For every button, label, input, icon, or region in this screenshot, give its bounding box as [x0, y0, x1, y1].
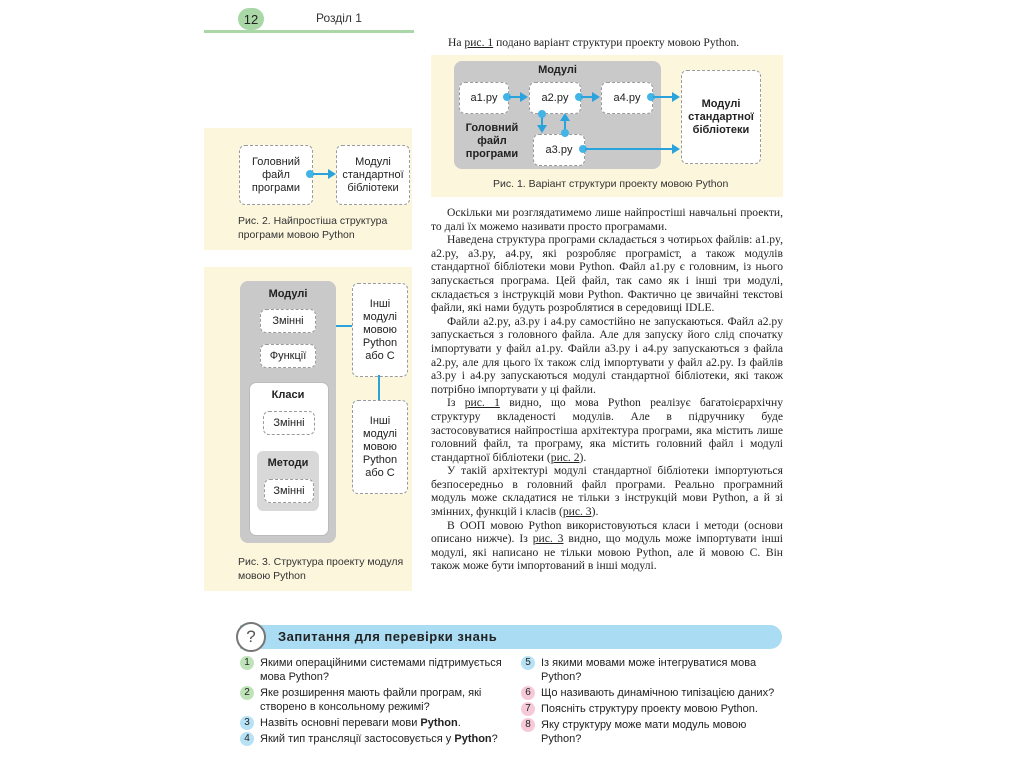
fig3-connector	[336, 325, 352, 327]
question-number: 1	[240, 656, 254, 670]
fig1-arrowhead	[592, 92, 600, 102]
fig1-dot-a3-top	[561, 129, 569, 137]
question-item: 8 Яку структуру може мати модуль мовою Python?	[521, 718, 783, 746]
paragraph: В ООП мовою Python використовуються класи і методи (основи описано нижче). Із рис. 3 видно, що модуль може імпортувати інші модулі, які написано не тільки мовою Python, але й мовою С. Він також може бути імпортований в інші модулі.	[431, 518, 783, 573]
paragraph: Із рис. 1 видно, що мова Python реалізує багатоієрархічну структуру вкладеності модулів. Але в підручнику буде застосовуватися найпростіша архітектура програми, яка містить лише головний файл, та програму, яка містить головний файл і модулі стандартної бібліотеки (рис. 2).	[431, 396, 783, 464]
question-number: 3	[240, 716, 254, 730]
fig1-link[interactable]: рис. 1	[464, 36, 494, 49]
fig1-arrowhead	[520, 92, 528, 102]
section-title: Розділ 1	[316, 11, 362, 25]
fig3-classes-title: Класи	[271, 389, 305, 401]
fig1-a3-box: a3.py	[533, 134, 585, 166]
paragraph: Файли a2.py, a3.py і a4.py самостійно не запускаються. Файл a2.py запускається з головного файла. Але для запуску його слід спочатку імпортувати у файл a1.py. Файли a3.py і a4.py запускаються з файла a2.py, але для цього їх також слід імпортувати у файл a2.py. Із файлів a3.py і a4.py запускаються модулі стандартної бібліотеки, які також потрібно імпортувати у ці файли.	[431, 314, 783, 396]
fig1-caption: Рис. 1. Варіант структури проекту мовою Python	[493, 178, 729, 190]
paragraph: Наведена структура програми складається з чотирьох файлів: a1.py, a2.py, a3.py, a4.py, які розробляє програміст, а також модулів стандартної бібліотеки мови Python. Файл a1.py є головним, із нього запускається програма. Цей файл, так само як і інші три модулі, складається з інструкцій мови Python. Фактично це звичайні текстові файли, які нами будуть розроблятися в середовищі IDLE.	[431, 233, 783, 315]
questions-left-column	[240, 656, 502, 746]
fig3-link[interactable]: рис. 3	[562, 505, 592, 519]
question-number: 2	[240, 686, 254, 700]
fig2-main-file-box: Головний файл програми	[239, 145, 313, 205]
fig1-group-title: Модулі	[538, 64, 577, 76]
fig2-arrowhead	[328, 169, 336, 179]
question-number: 4	[240, 732, 254, 746]
fig1-arrowhead	[537, 125, 547, 133]
question-item: 6 Що називають динамічною типізацією даних?	[521, 686, 783, 700]
fig2-caption: Рис. 2. Найпростіша структура програми мовою Python	[238, 215, 388, 241]
question-item: 2 Яке розширення мають файли програм, які створено в консольному режимі?	[240, 686, 502, 714]
fig1-link[interactable]: рис. 1	[464, 396, 500, 410]
fig1-main-file-label: Головний файл програми	[465, 122, 519, 160]
question-item: 7 Поясніть структуру проекту мовою Python.	[521, 702, 783, 716]
fig3-connector	[378, 375, 380, 400]
question-icon: ?	[236, 622, 266, 652]
fig1-a2-box: a2.py	[529, 82, 581, 114]
fig3-caption: Рис. 3. Структура проекту модуля мовою Python	[238, 556, 404, 582]
fig2-link[interactable]: рис. 2	[550, 450, 580, 464]
fig1-arrowhead	[672, 144, 680, 154]
paragraph: У такій архітектурі модулі стандартної бібліотеки імпортуються безпосередньо в головний файл програми. Реально програмний модуль може складатися не тільки з інструкцій мови Python, а й зі змінних, функцій і класів (рис. 3).	[431, 464, 783, 519]
fig1-arrow-a4-stdlib	[653, 96, 673, 98]
page-number-badge: 12	[238, 8, 264, 30]
question-item: 1 Якими операційними системами підтримується мова Python?	[240, 656, 502, 684]
questions-title: Запитання для перевірки знань	[278, 629, 498, 644]
questions-right-column	[521, 656, 783, 746]
question-item: 5 Із якими мовами може інтегруватися мова Python?	[521, 656, 783, 684]
body-text	[431, 206, 783, 573]
fig3-methods-title: Методи	[267, 457, 309, 469]
fig3-other-modules-1: Інші модулі мовою Python або С	[352, 283, 408, 377]
fig1-dot-a2-bottom	[538, 110, 546, 118]
fig1-arrowhead	[672, 92, 680, 102]
fig1-a1-box: a1.py	[459, 82, 509, 114]
fig1-arrow-a3-stdlib	[585, 148, 673, 150]
fig3-method-variables-box: Змінні	[264, 479, 314, 503]
fig3-functions-box: Функції	[260, 344, 316, 368]
question-number: 8	[521, 718, 535, 732]
question-number: 6	[521, 686, 535, 700]
fig3-modules-title: Модулі	[268, 288, 308, 300]
fig3-class-variables-box: Змінні	[263, 411, 315, 435]
question-number: 7	[521, 702, 535, 716]
fig1-stdlib-box: Модулі стандартної бібліотеки	[681, 70, 761, 164]
fig1-a4-box: a4.py	[601, 82, 653, 114]
fig1-arrowhead	[560, 113, 570, 121]
question-number: 5	[521, 656, 535, 670]
header-rule	[204, 30, 414, 33]
fig3-variables-box: Змінні	[260, 309, 316, 333]
question-item: 3 Назвіть основні переваги мови Python.	[240, 716, 502, 730]
fig2-arrow	[313, 173, 329, 175]
intro-line: На рис. 1 подано варіант структури проекту мовою Python.	[448, 36, 740, 49]
fig3-other-modules-2: Інші модулі мовою Python або С	[352, 400, 408, 494]
paragraph: Оскільки ми розглядатимемо лише найпростіші навчальні проекти, то далі їх можемо називати просто програмами.	[431, 206, 783, 233]
question-item: 4 Який тип трансляції застосовується у Python?	[240, 732, 502, 746]
fig2-stdlib-box: Модулі стандартної бібліотеки	[336, 145, 410, 205]
fig3-link[interactable]: рис. 3	[532, 532, 564, 546]
